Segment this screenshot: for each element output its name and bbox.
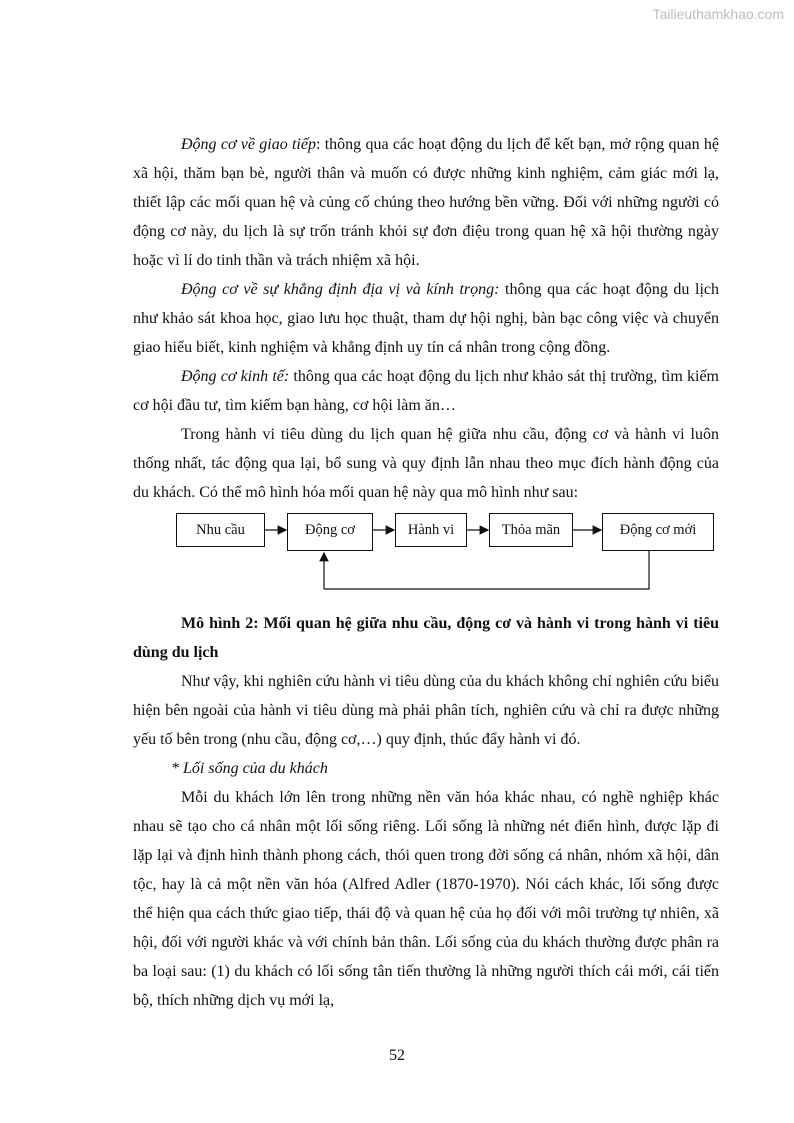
term-communication-motive: Động cơ về giao tiếp — [181, 136, 316, 153]
page-content — [133, 130, 719, 1015]
term-status-motive: Động cơ về sự khẳng định địa vị và kính trọng: — [181, 281, 500, 298]
box-motive: Động cơ — [287, 513, 373, 551]
section-heading-lifestyle: * Lối sống của du khách — [171, 760, 328, 777]
figure-caption: Mô hình 2: Mối quan hệ giữa nhu cầu, động cơ và hành vi trong hành vi tiêu dùng du lịch — [133, 615, 719, 661]
paragraph-status-motive — [133, 275, 719, 362]
text-economic-motive: thông qua các hoạt động du lịch như khảo sát thị trường, tìm kiếm cơ hội đầu tư, tìm kiếm bạn hàng, cơ hội làm ăn… — [133, 368, 719, 414]
feedback-line — [324, 551, 649, 589]
text-communication-motive: : thông qua các hoạt động du lịch để kết bạn, mở rộng quan hệ xã hội, thăm bạn bè, người thân và muốn có được những kinh nghiệm, cảm giác mới lạ, thiết lập các mối quan hệ và củng cố chúng theo hướng bền vững. Đối với những người có động cơ này, du lịch là sự trốn tránh khỏi sự đơn điệu trong quan hệ xã hội thường ngày hoặc vì lí do tinh thần và trách nhiệm xã hội. — [133, 136, 719, 269]
term-economic-motive: Động cơ kinh tế: — [181, 368, 290, 385]
box-new-motive: Động cơ mới — [602, 513, 714, 551]
paragraph-relationship: Trong hành vi tiêu dùng du lịch quan hệ giữa nhu cầu, động cơ và hành vi luôn thống nhất, tác động qua lại, bổ sung và quy định lẫn nhau theo mục đích hành động của du khách. Có thể mô hình hóa mối quan hệ này qua mô hình như sau: — [133, 426, 719, 501]
paragraph-lifestyle: Mỗi du khách lớn lên trong những nền văn hóa khác nhau, có nghề nghiệp khác nhau sẽ tạo cho cá nhân một lối sống riêng. Lối sống là những nét điển hình, được lặp đi lặp lại và định hình thành phong cách, thói quen trong đời sống cá nhân, nhóm xã hội, dân tộc, hay là cả một nền văn hóa (Alfred Adler (1870-1970). Nói cách khác, lối sống được thể hiện qua cách thức giao tiếp, thái độ và quan hệ của họ đối với môi trường tự nhiên, xã hội, đối với người khác và với chính bản thân. Lối sống của du khách thường được phân ra ba loại sau: (1) du khách có lối sống tân tiến thường là những người thích cái mới, cái tiến bộ, thích những dịch vụ mới lạ, — [133, 789, 719, 1009]
paragraph-conclusion: Như vậy, khi nghiên cứu hành vi tiêu dùng của du khách không chỉ nghiên cứu biểu hiện bên ngoài của hành vi tiêu dùng mà phải phân tích, nghiên cứu và chỉ ra được những yếu tố bên trong (nhu cầu, động cơ,…) quy định, thúc đẩy hành vi đó. — [133, 673, 719, 748]
paragraph-economic-motive — [133, 362, 719, 420]
page-number: 52 — [389, 1047, 405, 1064]
paragraph-communication-motive — [133, 130, 719, 275]
text-status-motive: thông qua các hoạt động du lịch như khảo sát khoa học, giao lưu học thuật, tham dự hội nghị, bàn bạc công việc và chuyển giao hiểu biết, kinh nghiệm và khẳng định uy tín cá nhân trong cộng đồng. — [133, 281, 720, 356]
box-satisfaction: Thỏa mãn — [489, 513, 573, 547]
box-need: Nhu cầu — [176, 513, 265, 547]
model-diagram — [133, 513, 719, 605]
box-behavior: Hành vi — [395, 513, 467, 547]
watermark: Tailieuthamkhao.com — [652, 6, 784, 22]
